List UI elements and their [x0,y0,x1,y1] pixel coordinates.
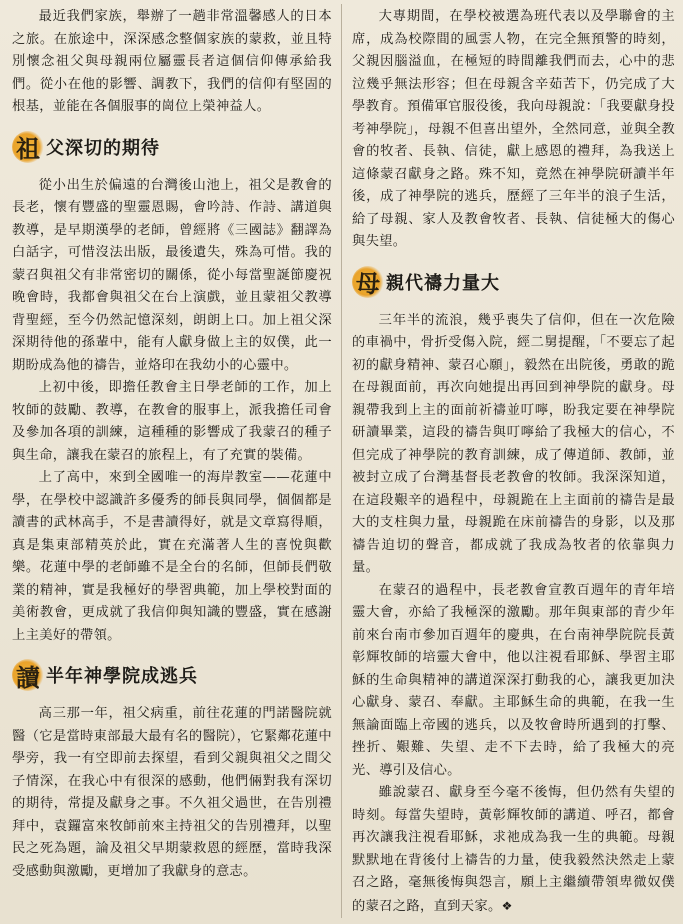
column-divider [341,4,342,918]
section-heading-seminary [12,653,332,697]
final-paragraph-text: 雖說蒙召、獻身至今毫不後悔，但仍然有失望的時刻。每當失望時，黃彰輝牧師的講道、呼召，都會再次讓我注視看耶穌，求祂成為我一生的典範。母親默默地在背後付上禱告的力量，使我毅然決然走上蒙召之路，毫無後悔與怨言，願上主繼續帶領卑微奴僕的蒙召之路，直到天家。 [352,785,675,914]
right-column [352,6,675,918]
paragraph: 高三那一年，祖父病重，前往花蓮的門諾醫院就醫（它是當時東部最大最有名的醫院），它緊鄰花蓮中學旁，我一有空即前去探望，看到父親與祖父之間父子情深，在我心中有很深的感動，他們倆對我有深切的期待，常提及獻身之事。不久祖父過世，在告別禮拜中，袁鑼富來牧師前來主持祖父的告別禮拜，以聖民之死為題，論及祖父早期蒙救恩的經歷，當時我深受感動與激勵，更增加了我獻身的意志。 [12,706,332,879]
paragraph: 三年半的流浪，幾乎喪失了信仰，但在一次危險的車禍中，骨折受傷入院，經二舅提醒，「不要忘了起初的獻身精神、蒙召心願」，毅然在出院後，勇敢的跪在母親面前，再次向她提出再回到神學院的獻身。母親帶我到上主的面前祈禱並叮嚀，盼我定要在神學院研讀畢業，這段的禱告與叮嚀給了我極大的信心，不但完成了神學院的教育訓練，成了傳道師、教師，並被封立成了台灣基督長老教會的牧師。我深深知道，在這段艱辛的過程中，母親跪在上主面前的禱告是最大的支柱與力量，母親跪在床前禱告的身影，以及那禱告迫切的聲音，都成就了我成為牧者的依靠與力量。 [352,312,675,575]
paragraph: 上初中後，即擔任教會主日學老師的工作，加上牧師的鼓勵、教導，在教會的服事上，派我擔任司會及參加各項的訓練，這種種的影響成了我蒙召的種子與生命，讓我在蒙召的旅程上，有了充實的裝備。 [12,380,332,463]
paragraph: 從小出生於偏遠的台灣後山池上，祖父是教會的長老，懷有豐盛的聖靈恩賜，會吟詩、作詩、講道與教導，是早期漢學的老師，曾經將《三國誌》翻譯為白話字，可惜沒法出版，最後遺失，殊為可惜。我的蒙召與祖父有非常密切的關係，從小每當聖誕節慶祝晚會時，我都會與祖父在台上演戲，並且蒙祖父教導背聖經，至今仍然記憶深刻，朗朗上口。加上祖父深深期待他的孫輩中，能有人獻身做上主的奴僕，此一期盼成為他的禱告，並烙印在我幼小的心靈中。 [12,177,332,373]
intro-paragraph: 最近我們家族，舉辦了一趟非常溫馨感人的日本之旅。在旅途中，深深感念整個家族的蒙救，並且特別懷念祖父與母親兩位屬靈長者這個信仰傳承給我們。從小在他的影響、調教下，我們的信仰有堅固的根基，並能在各個服事的崗位上榮神益人。 [12,9,332,114]
paragraph: 在蒙召的過程中，長老教會宣教百週年的青年培靈大會，亦給了我極深的激勵。那年與東部的青少年前來台南市參加百週年的慶典，在台南神學院院長黃彰輝牧師的培靈大會中，他以注視看耶穌、學習主耶穌的生命與精神的講道深深打動我的心，讓我更加決心獻身、蒙召、奉獻。主耶穌生命的典範，在我一生無論面臨上帝國的逃兵，以及牧會時所遇到的打擊、挫折、艱難、失望、走不下去時，給了我極大的亮光、導引及信心。 [352,582,675,778]
end-mark-icon: ❖ [501,898,513,913]
drop-char-seminary: 讀 [12,659,44,691]
section-title-grandfather: 父深切的期待 [46,137,160,159]
section-title-seminary: 半年神學院成逃兵 [46,666,198,687]
section-heading-mother [352,260,675,304]
college-paragraph: 大專期間，在學校被選為班代表以及學聯會的主席，成為校際間的風雲人物，在完全無預警的時刻，父親因腦溢血，在極短的時間離我們而去，心中的悲泣幾乎無法形容；但在母親含辛茹苦下，仍完成了大學教育。預備軍官服役後，我向母親說：「我要獻身投考神學院」，母親不但喜出望外，全然同意，並與全教會的牧者、長執、信徒，獻上感恩的禮拜，為我送上這條蒙召獻身之路。殊不知，竟然在神學院研讀半年後，成了神學院的逃兵，歷經了三年半的浪子生活，給了母親、家人及教會牧者、長執、信徒極大的傷心與失望。 [352,9,675,249]
drop-char-grandfather: 祖 [12,131,44,163]
section-title-mother: 親代禱力量大 [386,272,500,294]
left-column [12,6,332,883]
final-paragraph [352,782,675,918]
section-heading-grandfather [12,125,332,169]
drop-char-mother: 母 [352,266,384,298]
paragraph: 上了高中，來到全國唯一的海岸教室——花蓮中學，在學校中認識許多優秀的師長與同學，個個都是讀書的武林高手，不是書讀得好，就是文章寫得順，真是集東部精英於此，實在充滿著人生的喜悅與歡樂。花蓮中學的老師雖不是全台的名師，但師長們敬業的精神，實是我極好的學習典範，加上學校對面的美術教會，更成就了我信仰與知識的豐盛，實在感謝上主美好的帶領。 [12,470,332,643]
